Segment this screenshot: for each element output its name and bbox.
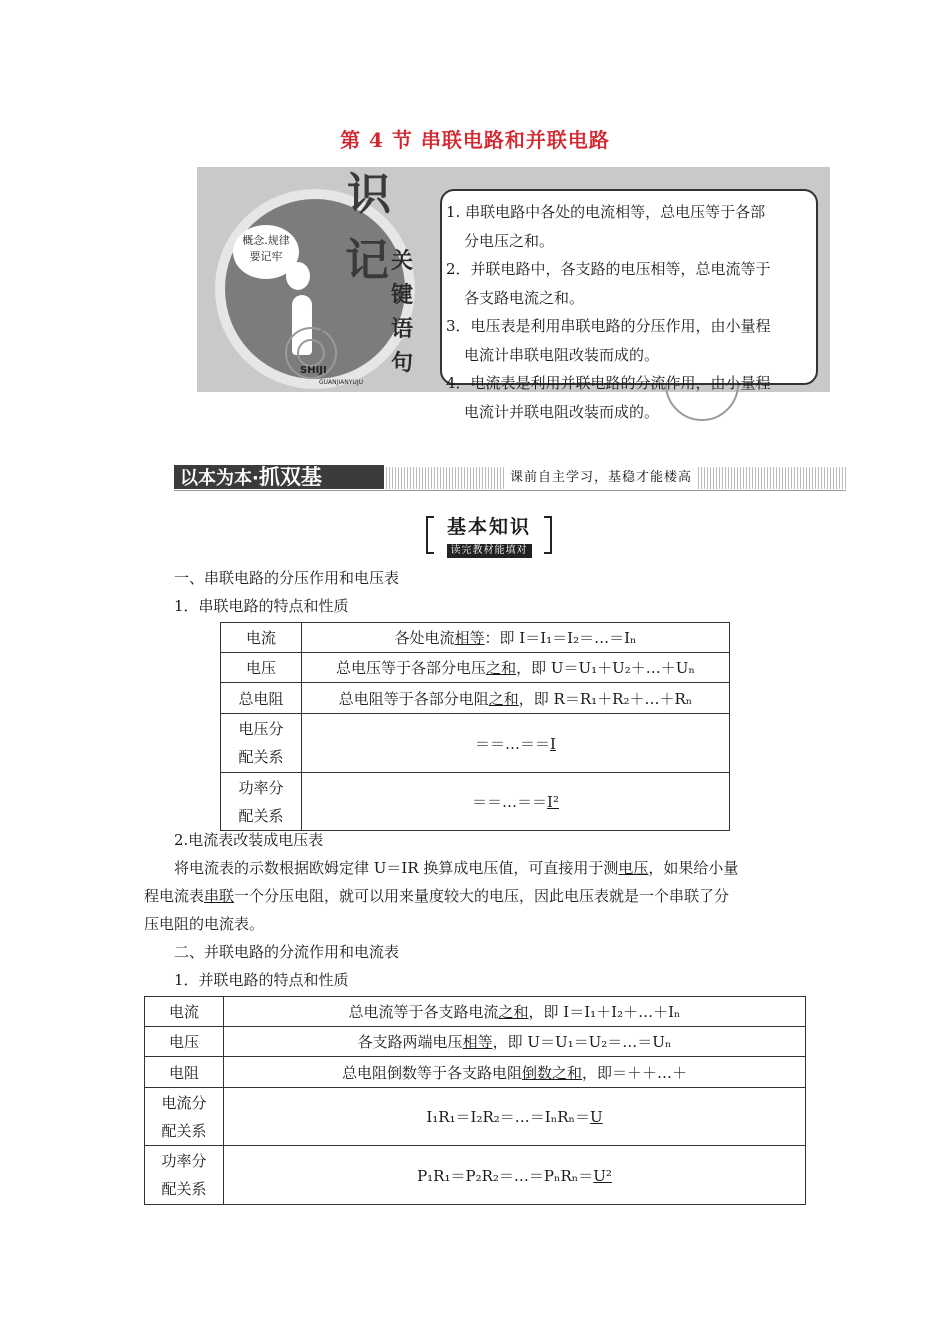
vertical-title: 关键语句 — [391, 249, 414, 376]
row-label: 电阻 — [145, 1057, 224, 1088]
note-3-line-2: 电流计串联电阻改装而成的。 — [464, 345, 660, 364]
row-label: 电流 — [145, 997, 224, 1027]
row-content: 总电阻倒数等于各支路电阻倒数之和，即＝＋＋…＋ — [224, 1057, 806, 1088]
badge-bracket-left — [426, 516, 434, 554]
table-row — [145, 1027, 806, 1057]
row-content: 总电压等于各部分电压之和，即 U＝U₁＋U₂＋…＋Uₙ — [302, 653, 730, 683]
big-char-ji: 记 — [345, 235, 389, 286]
key-points-banner — [197, 167, 830, 421]
section-bar-strong: 抓双基 — [258, 465, 322, 489]
note-2-line-1: 2．并联电路中，各支路的电压相等，总电流等于 — [446, 260, 771, 278]
section-bar-label — [174, 465, 384, 489]
row-content: 总电流等于各支路电流之和，即 I＝I₁＋I₂＋…＋Iₙ — [224, 997, 806, 1027]
page-title: 第 4 节 串联电路和并联电路 — [340, 128, 610, 152]
table-row — [145, 997, 806, 1027]
section-2-heading: 二、并联电路的分流作用和电流表 — [174, 943, 400, 961]
paragraph-line-3: 压电阻的电流表。 — [144, 915, 265, 933]
table-row — [145, 1146, 806, 1205]
note-4-line-1: 4．电流表是利用并联电路的分流作用，由小量程 — [446, 374, 771, 392]
badge-bracket-right — [544, 516, 552, 554]
note-2-line-2: 各支路电流之和。 — [464, 288, 585, 307]
series-circuit-table — [220, 622, 730, 831]
row-label: 电压 — [221, 653, 302, 683]
row-label: 电压分 配关系 — [221, 714, 302, 773]
row-content: ＝＝…＝＝I — [302, 714, 730, 773]
paragraph-line-1: 将电流表的示数根据欧姆定律 U＝IR 换算成电压值，可直接用于测电压，如果给小量 — [174, 859, 739, 877]
section-1-paragraph — [144, 854, 808, 938]
badge-title: 基本知识 — [446, 516, 531, 538]
bubble-line-1: 概念.规律 — [242, 234, 290, 247]
note-1-line-2: 分电压之和。 — [464, 231, 555, 250]
row-label: 电压 — [145, 1027, 224, 1057]
basic-knowledge-badge — [426, 516, 552, 556]
decorative-ring-inner — [297, 339, 325, 367]
section-bar-rule — [174, 490, 846, 491]
key-points-box — [440, 189, 818, 421]
row-content: 各支路两端电压相等，即 U＝U₁＝U₂＝…＝Uₙ — [224, 1027, 806, 1057]
section-bar-left: 以本为本· — [180, 468, 259, 489]
table-row — [221, 714, 730, 773]
table-row — [221, 773, 730, 831]
brand-top: SHIJI — [300, 365, 327, 376]
note-3-line-1: 3．电压表是利用串联电路的分压作用，由小量程 — [446, 317, 771, 335]
badge-subtitle: 读完教材能填对 — [447, 544, 532, 558]
section-1-subheading-1: 1．串联电路的特点和性质 — [174, 597, 349, 615]
row-label: 功率分 配关系 — [221, 773, 302, 831]
section-2-subheading-1: 1．并联电路的特点和性质 — [174, 971, 349, 989]
row-label: 电流分 配关系 — [145, 1088, 224, 1146]
table-row — [145, 1057, 806, 1088]
row-content: 总电阻等于各部分电阻之和，即 R＝R₁＋R₂＋…＋Rₙ — [302, 683, 730, 714]
big-char-shi: 识 — [347, 169, 391, 220]
table-row — [221, 623, 730, 653]
section-1-heading: 一、串联电路的分压作用和电压表 — [174, 569, 400, 587]
row-label: 总电阻 — [221, 683, 302, 714]
brand-bottom: GUANJIANYUJU — [319, 379, 363, 386]
parallel-circuit-table — [144, 996, 806, 1205]
person-head-icon — [286, 262, 310, 290]
table-row — [221, 683, 730, 714]
table-row — [145, 1088, 806, 1146]
arrow-icon — [315, 297, 365, 337]
row-content: I₁R₁＝I₂R₂＝…＝IₙRₙ＝U — [224, 1088, 806, 1146]
row-content: P₁R₁＝P₂R₂＝…＝PₙRₙ＝U² — [224, 1146, 806, 1205]
section-bar — [174, 465, 846, 491]
paragraph-line-2: 程电流表串联一个分压电阻，就可以用来量度较大的电压，因此电压表就是一个串联了分 — [144, 887, 730, 905]
note-4-line-2: 电流计并联电阻改装而成的。 — [464, 402, 660, 421]
note-1-line-1: 1. 串联电路中各处的电流相等，总电压等于各部 — [446, 203, 766, 221]
row-content: 各处电流相等：即 I＝I₁＝I₂＝…＝Iₙ — [302, 623, 730, 653]
row-label: 电流 — [221, 623, 302, 653]
bubble-line-2: 要记牢 — [249, 250, 283, 263]
table-row — [221, 653, 730, 683]
section-1-subheading-2: 2.电流表改装成电压表 — [174, 831, 324, 849]
row-label: 功率分 配关系 — [145, 1146, 224, 1205]
section-bar-motto: 课前自主学习，基稳才能楼高 — [506, 467, 696, 489]
row-content: ＝＝…＝＝I² — [302, 773, 730, 831]
